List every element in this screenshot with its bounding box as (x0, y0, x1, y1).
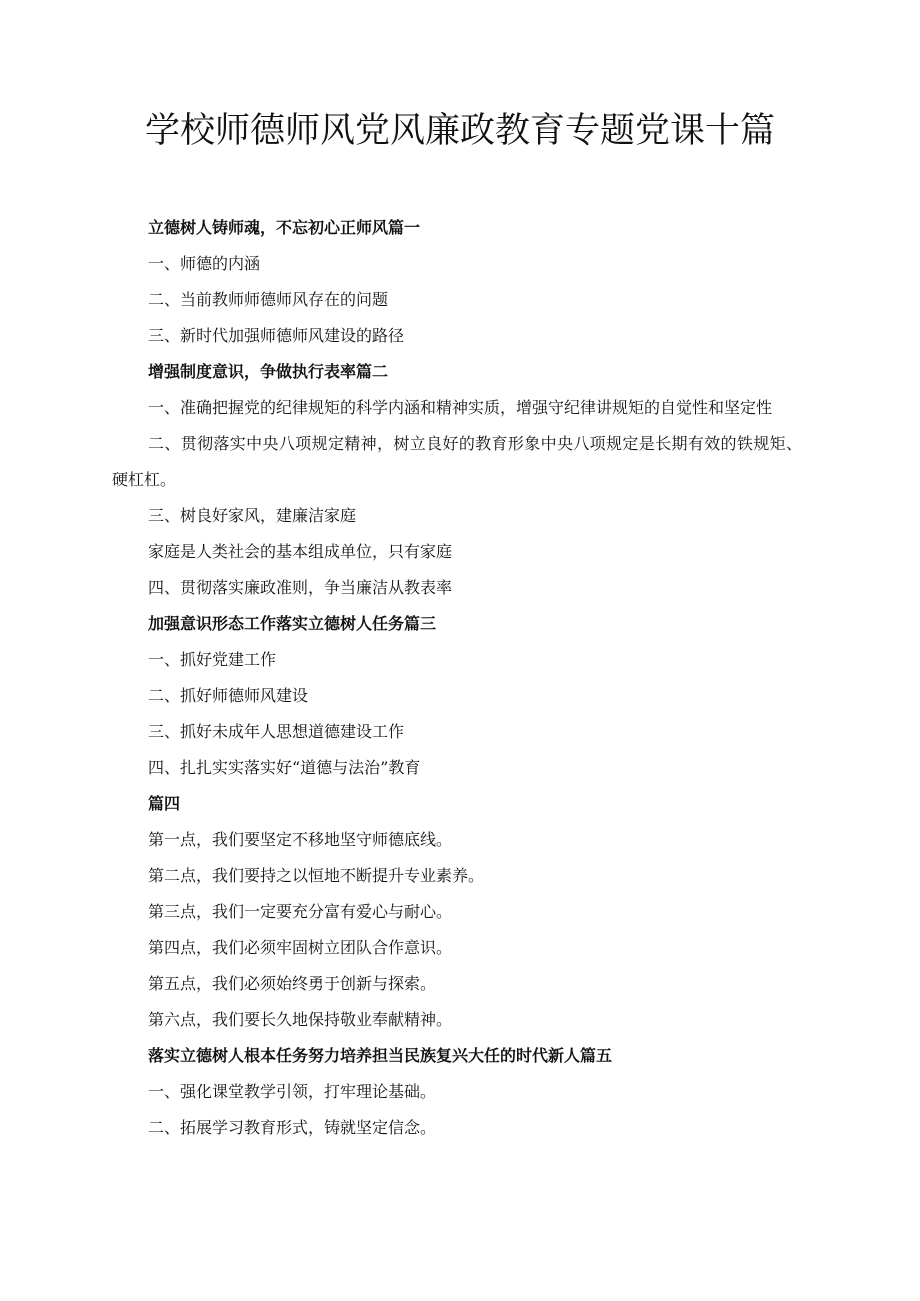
paragraph: 第四点，我们必须牢固树立团队合作意识。 (148, 938, 453, 957)
document-body (112, 210, 802, 1146)
paragraph: 一、抓好党建工作 (148, 650, 277, 669)
section-heading-5: 落实立德树人根本任务努力培养担当民族复兴大任的时代新人篇五 (148, 1046, 613, 1065)
paragraph: 一、强化课堂教学引领，打牢理论基础。 (148, 1082, 437, 1101)
paragraph: 第五点，我们必须始终勇于创新与探索。 (148, 974, 437, 993)
paragraph: 第六点，我们要长久地保持敬业奉献精神。 (148, 1010, 453, 1029)
paragraph: 第二点，我们要持之以恒地不断提升专业素养。 (148, 866, 485, 885)
paragraph: 一、师德的内涵 (148, 254, 261, 273)
section-heading-4: 篇四 (148, 794, 181, 813)
paragraph: 二、当前教师师德师风存在的问题 (148, 290, 389, 309)
paragraph: 三、树良好家风，建廉洁家庭 (148, 506, 357, 525)
paragraph: 第一点，我们要坚定不移地坚守师德底线。 (148, 830, 453, 849)
section-heading-2: 增强制度意识，争做执行表率篇二 (148, 362, 389, 381)
paragraph: 四、贯彻落实廉政准则，争当廉洁从教表率 (148, 578, 453, 597)
paragraph: 四、扎扎实实落实好“道德与法治”教育 (148, 758, 421, 777)
paragraph: 二、贯彻落实中央八项规定精神，树立良好的教育形象中央八项规定是长期有效的铁规矩、硬杠杠。 (112, 434, 802, 489)
paragraph: 家庭是人类社会的基本组成单位，只有家庭 (148, 542, 453, 561)
paragraph: 第三点，我们一定要充分富有爱心与耐心。 (148, 902, 453, 921)
paragraph: 一、准确把握党的纪律规矩的科学内涵和精神实质，增强守纪律讲规矩的自觉性和坚定性 (148, 398, 773, 417)
paragraph: 三、新时代加强师德师风建设的路径 (148, 326, 405, 345)
paragraph: 三、抓好未成年人思想道德建设工作 (148, 722, 405, 741)
section-heading-1: 立德树人铸师魂，不忘初心正师风篇一 (148, 218, 421, 237)
section-heading-3: 加强意识形态工作落实立德树人任务篇三 (148, 614, 437, 633)
paragraph: 二、拓展学习教育形式，铸就坚定信念。 (148, 1118, 437, 1137)
paragraph: 二、抓好师德师风建设 (148, 686, 309, 705)
document-title: 学校师德师风党风廉政教育专题党课十篇 (144, 111, 775, 151)
